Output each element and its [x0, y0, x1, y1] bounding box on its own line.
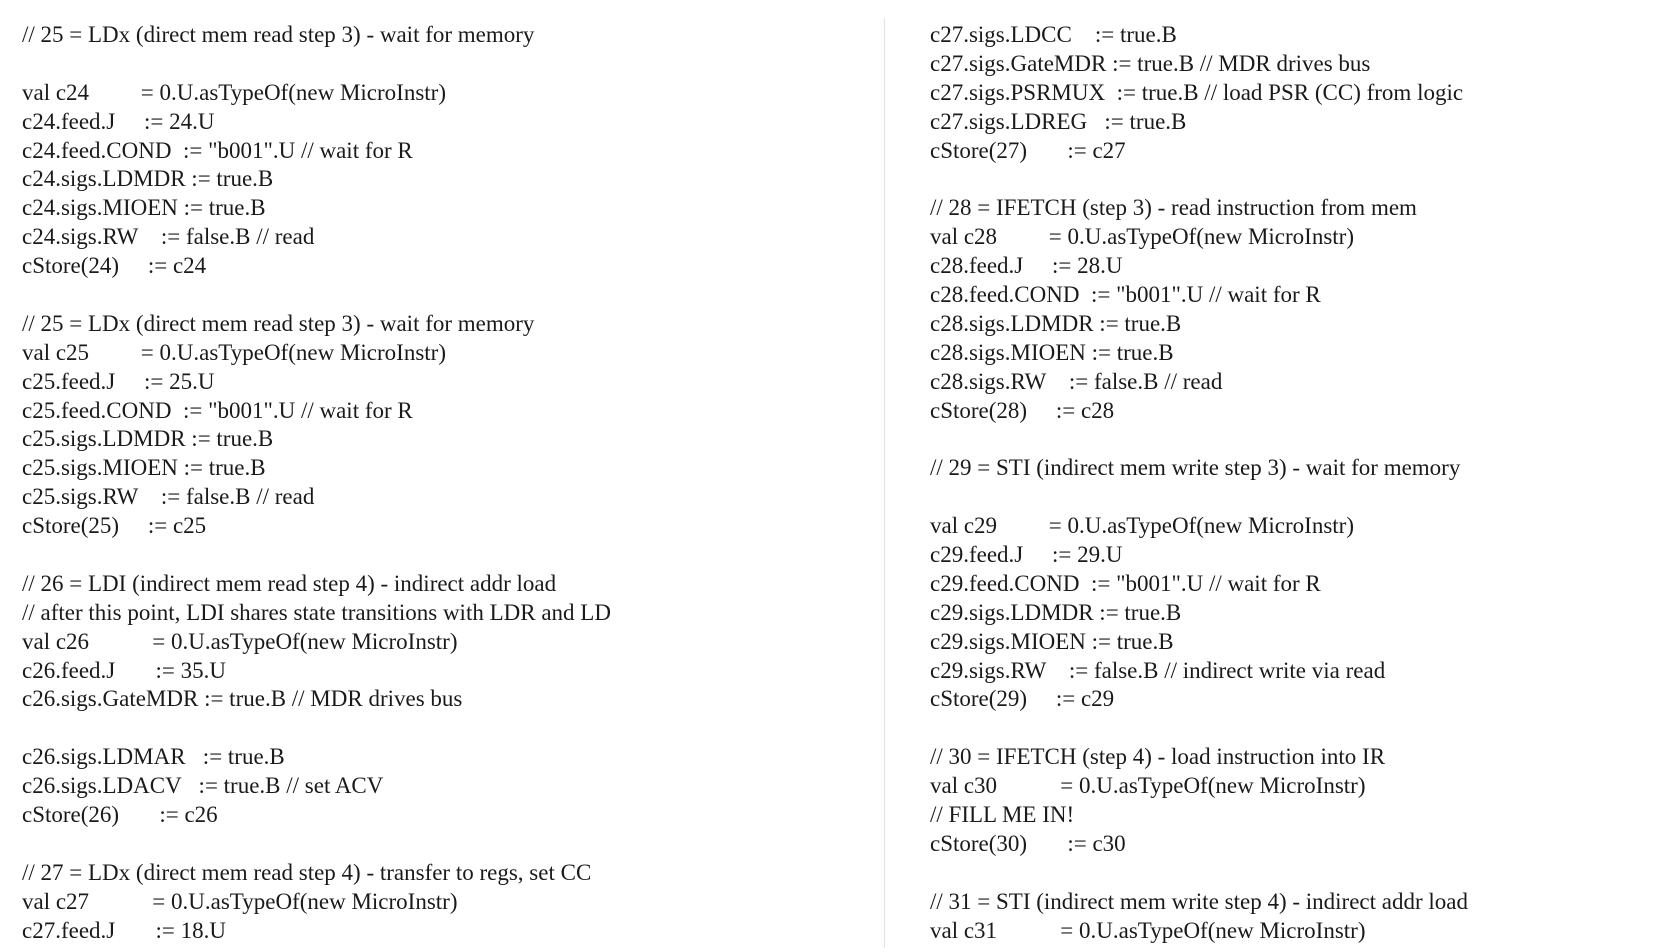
code-line: cStore(27) := c27 — [930, 137, 1126, 163]
code-line: val c26 = 0.U.asTypeOf(new MicroInstr) — [22, 628, 458, 654]
column-divider — [884, 18, 885, 948]
code-line — [22, 830, 882, 859]
code-line: // 27 = LDx (direct mem read step 4) - transfer to regs, set CC — [22, 859, 592, 885]
code-line: c26.feed.J := 35.U — [22, 657, 226, 683]
code-line: val c30 = 0.U.asTypeOf(new MicroInstr) — [930, 773, 1366, 799]
code-line: c26.sigs.GateMDR := true.B // MDR drives bus — [22, 686, 463, 712]
code-line: // 31 = STI (indirect mem write step 4) - indirect addr load — [930, 888, 1468, 914]
code-line: // 25 = LDx (direct mem read step 3) - wait for memory — [22, 310, 535, 336]
code-line: c27.feed.J := 18.U — [22, 917, 226, 943]
code-line: c28.sigs.MIOEN := true.B — [930, 339, 1174, 365]
code-line: // 29 = STI (indirect mem write step 3) - wait for memory — [930, 455, 1461, 481]
code-line: cStore(26) := c26 — [22, 802, 218, 828]
code-line: c28.sigs.LDMDR := true.B — [930, 310, 1182, 336]
code-line — [22, 281, 882, 310]
code-line: // 28 = IFETCH (step 3) - read instruction from mem — [930, 195, 1417, 221]
code-line: c27.sigs.PSRMUX := true.B // load PSR (CC) from logic — [930, 79, 1464, 105]
code-line: c24.sigs.RW := false.B // read — [22, 224, 315, 250]
code-line: c25.sigs.MIOEN := true.B — [22, 455, 266, 481]
code-line: // FILL ME IN! — [930, 802, 1075, 828]
code-line: c28.feed.J := 28.U — [930, 253, 1123, 279]
code-line — [930, 714, 1670, 743]
code-line: c29.sigs.MIOEN := true.B — [930, 628, 1174, 654]
code-line — [22, 714, 882, 743]
code-line: cStore(29) := c29 — [930, 686, 1115, 712]
code-line: // 26 = LDI (indirect mem read step 4) - indirect addr load — [22, 570, 557, 596]
code-line: // 30 = IFETCH (step 4) - load instruction into IR — [930, 744, 1386, 770]
code-line: cStore(28) := c28 — [930, 397, 1115, 423]
code-line: c26.sigs.LDACV := true.B // set ACV — [22, 773, 384, 799]
code-line: // after this point, LDI shares state transitions with LDR and LD — [22, 599, 611, 625]
code-line — [930, 483, 1670, 512]
code-line: c29.sigs.LDMDR := true.B — [930, 599, 1182, 625]
code-line — [22, 541, 882, 570]
code-line: c25.sigs.RW := false.B // read — [22, 484, 315, 510]
code-line: val c28 = 0.U.asTypeOf(new MicroInstr) — [930, 224, 1354, 250]
code-line: val c29 = 0.U.asTypeOf(new MicroInstr) — [930, 513, 1354, 539]
left-code-column — [22, 21, 882, 946]
code-line — [22, 50, 882, 79]
code-line: c25.feed.COND := "b001".U // wait for R — [22, 397, 413, 423]
code-line: c27.sigs.LDCC := true.B — [930, 22, 1177, 47]
code-line — [930, 425, 1670, 454]
code-line: c28.sigs.RW := false.B // read — [930, 368, 1223, 394]
code-line: c27.sigs.GateMDR := true.B // MDR drives bus — [930, 50, 1371, 76]
code-line: c24.feed.COND := "b001".U // wait for R — [22, 137, 413, 163]
code-line: c26.sigs.LDMAR := true.B — [22, 744, 285, 770]
code-line: val c25 = 0.U.asTypeOf(new MicroInstr) — [22, 339, 446, 365]
code-line: val c24 = 0.U.asTypeOf(new MicroInstr) — [22, 79, 446, 105]
code-line: c29.sigs.RW := false.B // indirect write via read — [930, 657, 1386, 683]
code-line — [930, 165, 1670, 194]
code-line: c25.feed.J := 25.U — [22, 368, 215, 394]
code-line: c29.feed.J := 29.U — [930, 542, 1123, 568]
code-line: cStore(25) := c25 — [22, 513, 207, 539]
code-line: c24.feed.J := 24.U — [22, 108, 215, 134]
code-line: c29.feed.COND := "b001".U // wait for R — [930, 570, 1321, 596]
code-line — [930, 859, 1670, 888]
code-line: // 25 = LDx (direct mem read step 3) - wait for memory — [22, 22, 535, 47]
code-line: cStore(24) := c24 — [22, 253, 207, 279]
code-line: c28.feed.COND := "b001".U // wait for R — [930, 282, 1321, 308]
code-line: c27.sigs.LDREG := true.B — [930, 108, 1187, 134]
code-line: val c27 = 0.U.asTypeOf(new MicroInstr) — [22, 888, 458, 914]
right-code-column — [930, 21, 1670, 946]
code-line: c24.sigs.MIOEN := true.B — [22, 195, 266, 221]
code-line: val c31 = 0.U.asTypeOf(new MicroInstr) — [930, 917, 1366, 943]
code-line: c25.sigs.LDMDR := true.B — [22, 426, 274, 452]
code-line: cStore(30) := c30 — [930, 830, 1126, 856]
code-line: c24.sigs.LDMDR := true.B — [22, 166, 274, 192]
